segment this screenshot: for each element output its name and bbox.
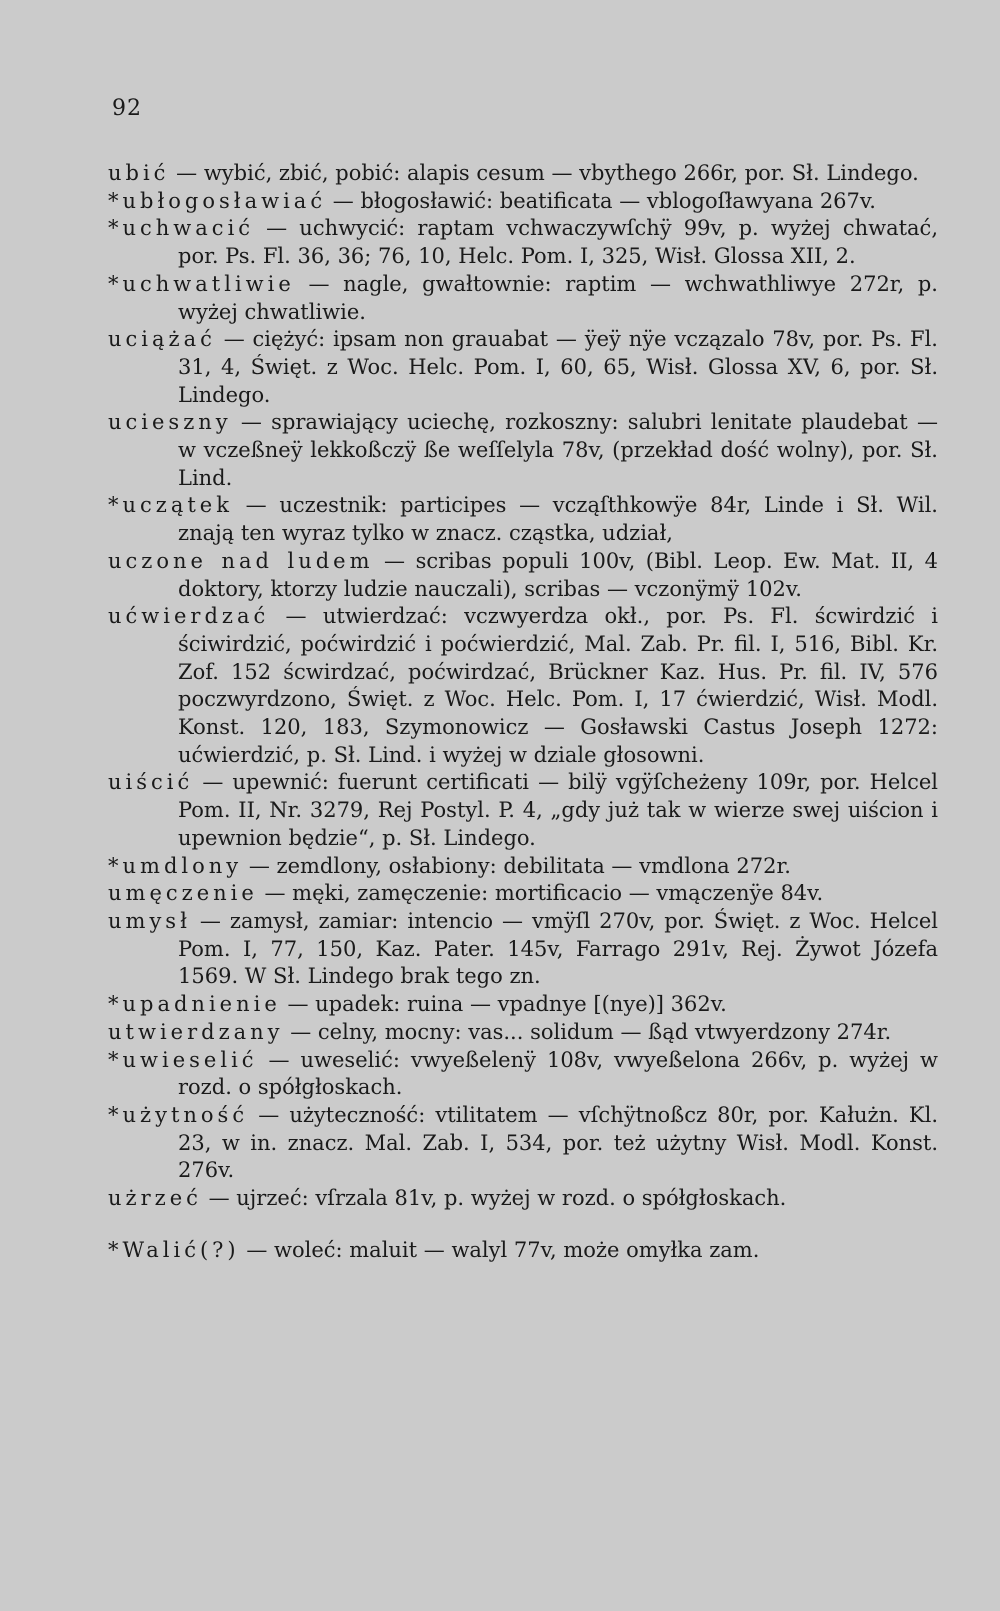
entry-text: — błogosławić: beatificata — vblogoſławyana 267v. [332, 188, 876, 213]
entry-text: — męki, zamęczenie: mortificacio — vmączenÿe 84v. [264, 881, 824, 906]
entry-text: — scribas populi 100v, (Bibl. Leop. Ew. Mat. II, 4 doktory, ktorzy ludzie nauczali), scribas — vczonÿmÿ 102v. [178, 548, 938, 601]
entry-text: — uweselić: vwyeßelenÿ 108v, vwyeßelona 266v, p. wyżej w rozd. o spółgłoskach. [178, 1047, 938, 1100]
dictionary-entry [108, 1047, 938, 1102]
entry-text: — upadek: ruina — vpadnye [(nye)] 362v. [287, 992, 727, 1017]
entry-headword: *uwieselić [108, 1047, 258, 1072]
entry-text: — woleć: maluit — walyl 77v, może omyłka zam. [246, 1237, 760, 1262]
dictionary-entry [108, 603, 938, 769]
dictionary-entry [108, 326, 938, 409]
dictionary-entry [108, 492, 938, 547]
dictionary-entry [108, 271, 938, 326]
entry-headword: uciążać [108, 327, 216, 352]
entry-text: — celny, mocny: vas... solidum — ßąd vtwyerdzony 274r. [290, 1019, 892, 1044]
entry-headword: ucieszny [108, 410, 232, 435]
dictionary-entry [108, 1185, 938, 1213]
entry-headword: *uchwatliwie [108, 271, 295, 296]
entry-headword: *użytność [108, 1102, 249, 1127]
entry-headword: uczone nad ludem [108, 548, 374, 573]
entry-headword: *upadnienie [108, 992, 281, 1017]
entry-text: — uchwycić: raptam vchwaczywſchÿ 99v, p. wyżej chwatać, por. Ps. Fl. 36, 36; 76, 10, Helc. Pom. I, 325, Wisł. Glossa XII, 2. [178, 216, 938, 269]
entry-headword: *umdlony [108, 853, 243, 878]
entry-headword: *uchwacić [108, 216, 255, 241]
entry-text: — wybić, zbić, pobić: alapis cesum — vbythego 266r, por. Sł. Lindego. [176, 161, 919, 185]
dictionary-entry [108, 880, 938, 908]
entry-headword: *ubłogosławiać [108, 188, 327, 213]
dictionary-entry [108, 215, 938, 270]
entry-text: — sprawiający uciechę, rozkoszny: salubri lenitate plaudebat — w vczeßneÿ lekkoßczÿ ße weſſelyla 78v, (przekład dość wolny), por. Sł. Lind. [178, 410, 938, 490]
entry-headword: ućwierdzać [108, 604, 270, 629]
entry-headword: uiścić [108, 770, 194, 795]
dictionary-entry [108, 853, 938, 881]
entry-headword: umysł [108, 908, 191, 933]
entry-text: — ciężyć: ipsam non grauabat — ÿeÿ nÿe vczązalo 78v, por. Ps. Fl. 31, 4, Święt. z Woc. Helc. Pom. I, 60, 65, Wisł. Glossa XV, 6, por. Sł. Lindego. [178, 327, 938, 407]
dictionary-entry [108, 160, 938, 188]
dictionary-entry [108, 1102, 938, 1185]
dictionary-entry [108, 991, 938, 1019]
entry-text: — użyteczność: vtilitatem — vſchÿtnoßcz 80r, por. Kałużn. Kl. 23, w in. znacz. Mal. Zab. I, 534, por. też użytny Wisł. Modl. Konst. 276v. [178, 1102, 938, 1183]
dictionary-entry [108, 769, 938, 852]
entry-text: — upewnić: fuerunt certificati — bilÿ vgÿſcheżeny 109r, por. Helcel Pom. II, Nr. 3279, Rej Postyl. P. 4, „gdy już tak w wierze swej uiścion i upewnion będzie“, p. Sł. Lindego. [178, 770, 938, 850]
entry-headword: *Walić(?) [108, 1237, 240, 1262]
dictionary-entries [108, 160, 938, 1264]
dictionary-entry [108, 1237, 938, 1265]
entry-headword: umęczenie [108, 881, 258, 906]
dictionary-entry [108, 1019, 938, 1047]
dictionary-entry [108, 409, 938, 492]
dictionary-entry [108, 188, 938, 216]
dictionary-entry [108, 548, 938, 603]
entry-text: — ujrzeć: vſrzala 81v, p. wyżej w rozd. o spółgłoskach. [208, 1186, 787, 1211]
entry-text: — zemdlony, osłabiony: debilitata — vmdlona 272r. [248, 853, 791, 878]
entry-text: — zamysł, zamiar: intencio — vmÿſl 270v, por. Święt. z Woc. Helcel Pom. I, 77, 150, Kaz. Pater. 145v, Farrago 291v, Rej. Żywot Józefa 1569. W Sł. Lindego brak tego zn. [178, 908, 939, 989]
entry-headword: użrzeć [108, 1186, 202, 1211]
entry-headword: *uczątek [108, 493, 233, 518]
entry-text: — uczestnik: participes — vcząſthkowÿe 84r, Linde i Sł. Wil. znają ten wyraz tylko w znacz. cząstka, udział, [178, 493, 938, 546]
dictionary-entry [108, 908, 938, 991]
entry-text: — utwierdzać: vczwyerdza okł., por. Ps. Fl. ścwirdzić i ściwirdzić, poćwirdzić i poćwierdzić, Mal. Zab. Pr. fil. I, 516, Bibl. Kr. Zof. 152 ścwirdzać, poćwirdzać, Brückner Kaz. Hus. Pr. fil. IV, 576 poczwyrdzono, Święt. z Woc. Helc. Pom. I, 17 ćwierdzić, Wisł. Modl. Konst. 120, 183, Szymonowicz — Gosławski Castus Joseph 1272: ućwierdzić, p. Sł. Lind. i wyżej w dziale głosowni. [178, 604, 938, 767]
page-number: 92 [112, 96, 142, 121]
entry-headword: ubić [108, 161, 170, 185]
entry-headword: utwierdzany [108, 1019, 284, 1044]
entry-text: — nagle, gwałtownie: raptim — wchwathliwye 272r, p. wyżej chwatliwie. [178, 271, 938, 324]
